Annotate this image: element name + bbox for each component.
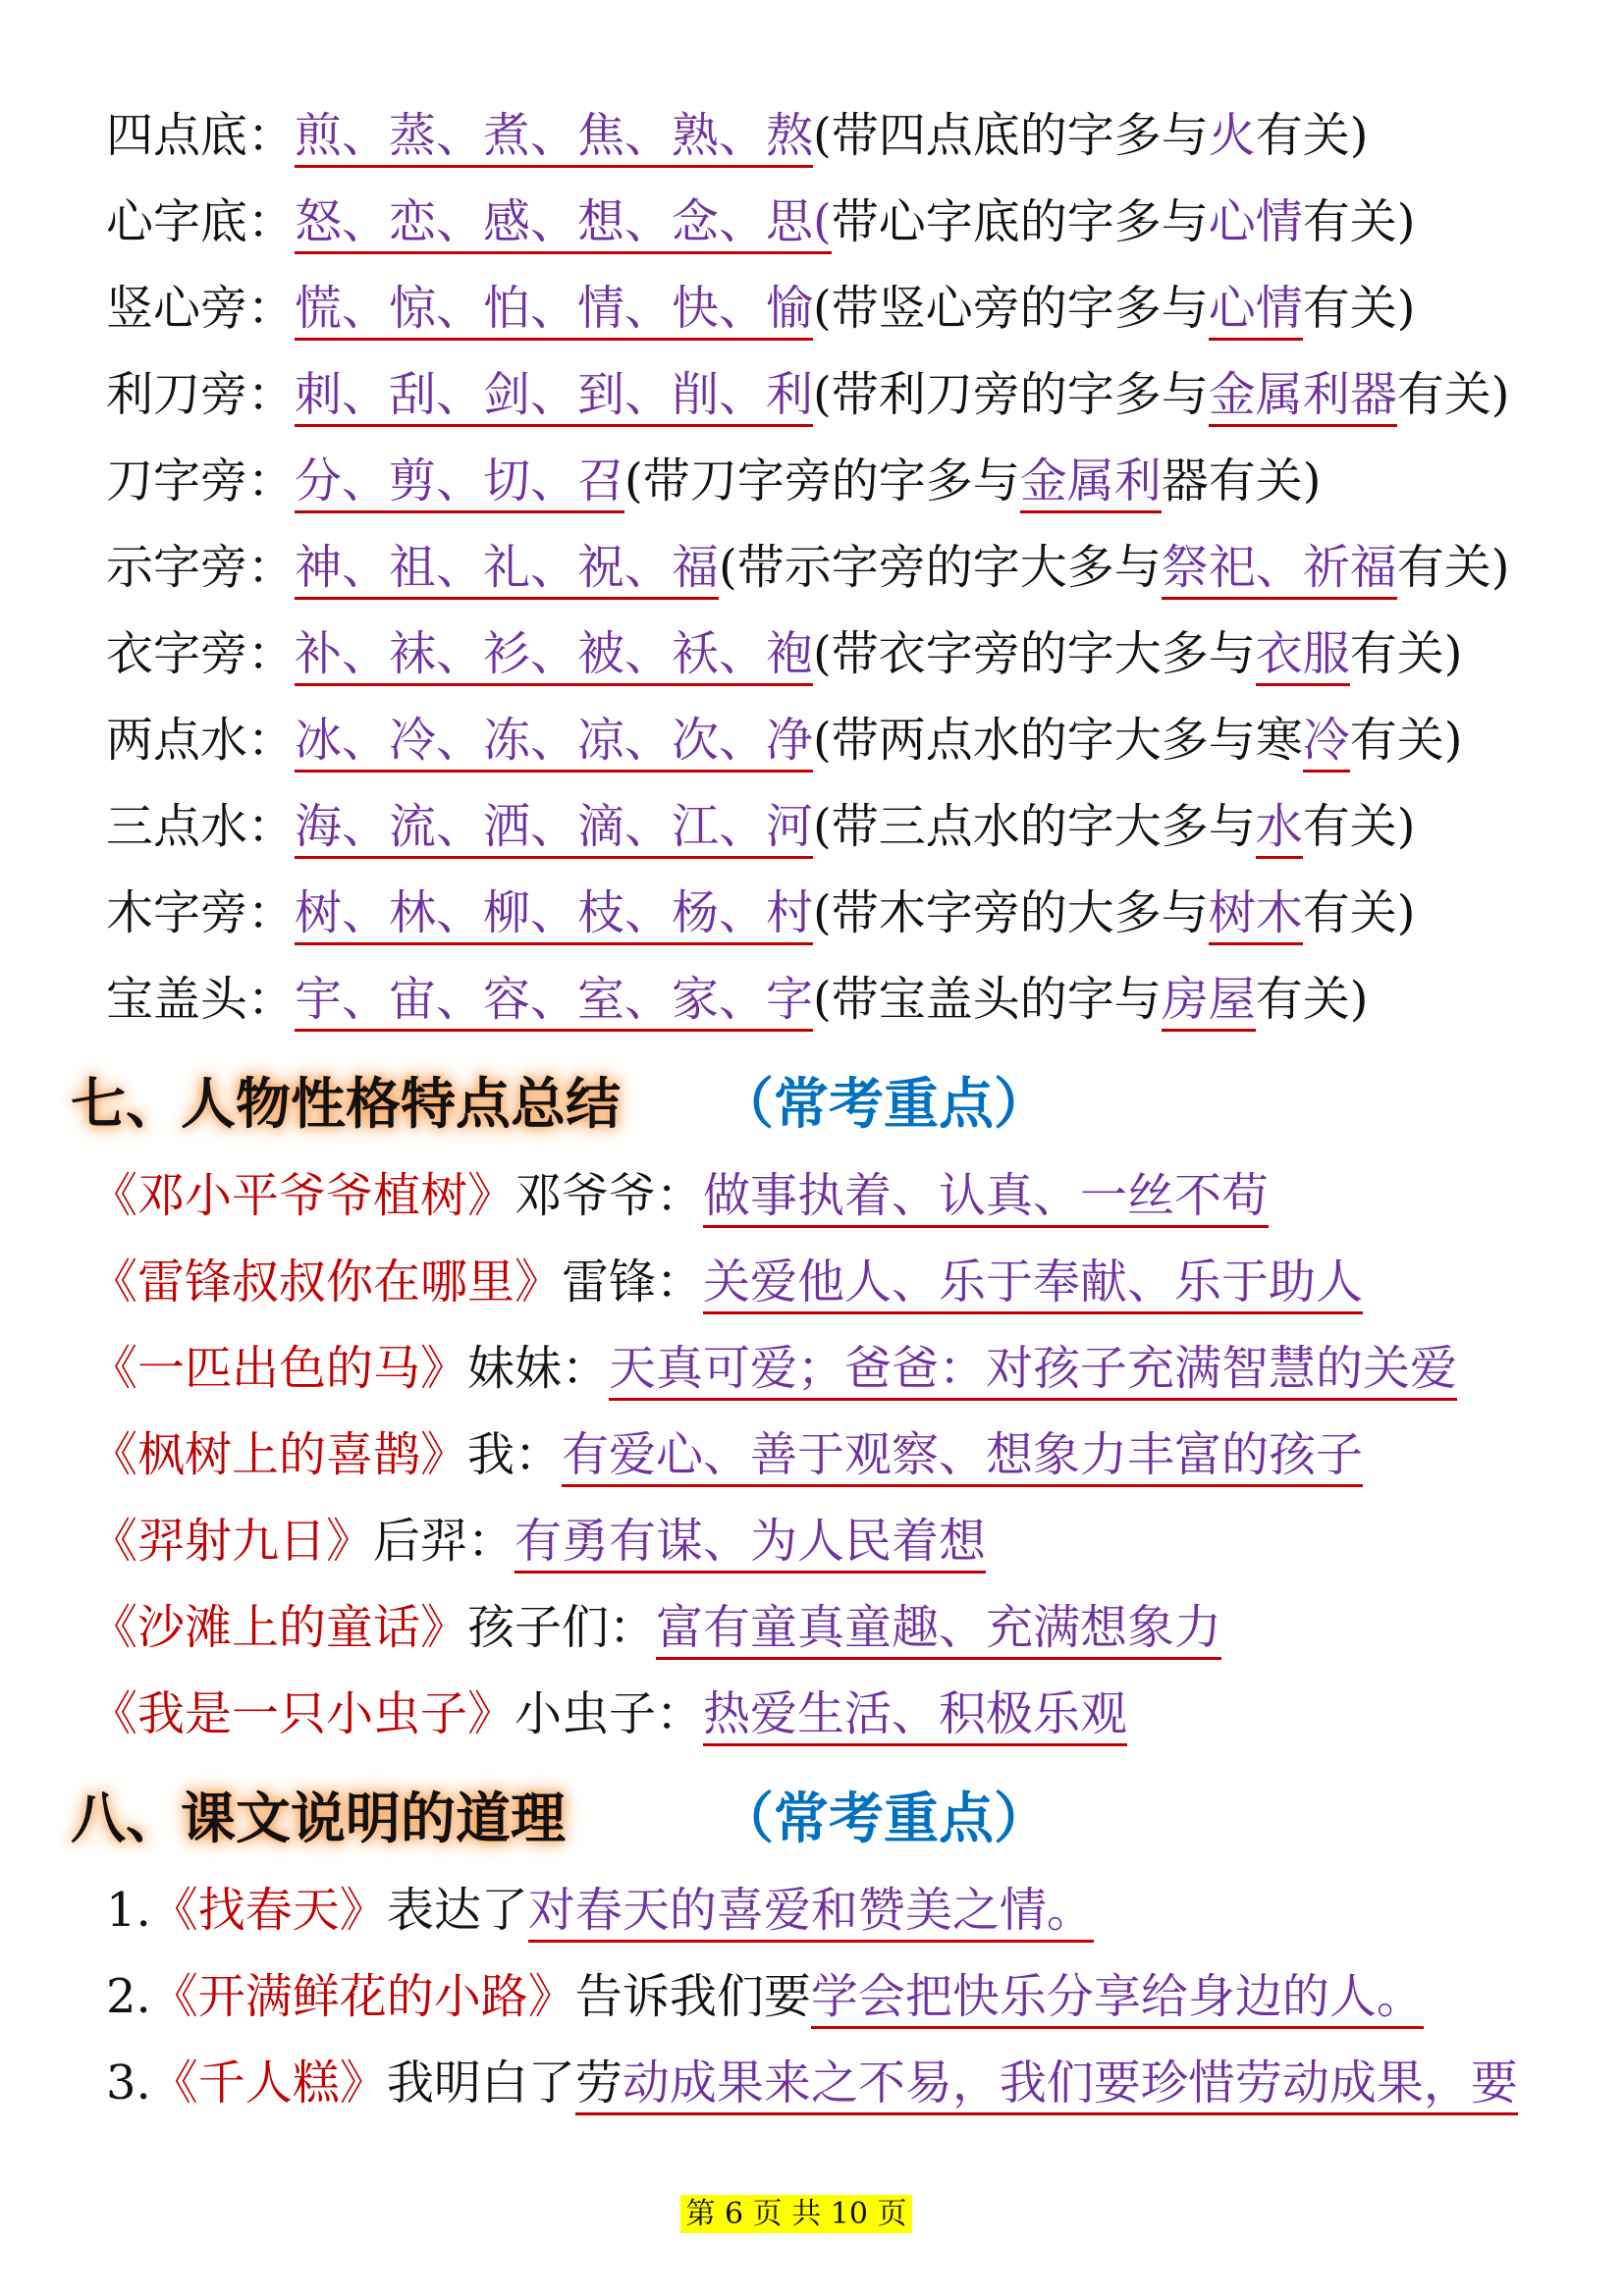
radical-row [106, 711, 1463, 770]
page-footer [669, 2195, 924, 2234]
radical-note: (带示字旁的字大多与 [719, 540, 1162, 595]
radical-name: 心字底： [106, 194, 296, 249]
radical-chars: 慌、惊、怕、情、快、愉 [295, 281, 813, 341]
item-number: 2. [106, 1969, 151, 2024]
radical-note: (带刀字旁的字多与 [624, 454, 1020, 508]
moral-text: 学会把快乐分享给身边的人。 [811, 1969, 1424, 2029]
section-title: 八、课文说明的道理 [71, 1787, 566, 1851]
radical-key: 祭祀、祈福 [1162, 540, 1397, 600]
section-title: 七、人物性格特点总结 [71, 1072, 621, 1137]
radical-name: 利刀旁： [106, 367, 296, 422]
trait-row [90, 1425, 1363, 1484]
moral-lead: 告诉我们要 [574, 1969, 811, 2024]
radical-note: (带三点水的字大多与 [813, 799, 1256, 854]
trait-text: 有爱心、善于观察、想象力丰富的孩子 [562, 1427, 1363, 1487]
radical-row [106, 538, 1510, 597]
moral-text: 对春天的喜爱和赞美之情。 [528, 1883, 1094, 1943]
moral-text: 动成果来之不易，我们要珍惜劳动成果，要 [623, 2056, 1518, 2115]
radical-chars: 神、祖、礼、祝、福 [295, 540, 719, 600]
radical-note: (带两点水的字大多与寒 [813, 713, 1303, 768]
radical-note: (带四点底的字多与 [813, 108, 1209, 163]
radical-row [106, 970, 1369, 1029]
radical-name: 竖心旁： [106, 281, 296, 336]
lesson-title: 《一匹出色的马》 [90, 1341, 468, 1396]
trait-row [90, 1253, 1363, 1311]
radical-note: (带竖心旁的字多与 [813, 281, 1209, 336]
radical-chars: 海、流、洒、滴、江、河 [295, 799, 813, 859]
radical-note-end: 有关) [1349, 626, 1463, 681]
radical-key: 心情 [1209, 281, 1303, 341]
radical-key: 水 [1256, 799, 1303, 859]
radical-note-end: 有关) [1302, 281, 1416, 336]
person-name: 我： [467, 1427, 563, 1482]
radical-key: 金属利器 [1209, 367, 1397, 427]
lesson-title: 《找春天》 [150, 1883, 387, 1938]
key-point-tag: （常考重点） [719, 1072, 1049, 1137]
radical-key: 金属利 [1020, 454, 1162, 513]
radical-chars: 怒、恋、感、想、念、思( [295, 194, 832, 254]
radical-chars: 宇、宙、容、室、家、字 [295, 972, 813, 1032]
trait-row [90, 1339, 1457, 1398]
lesson-title: 《开满鲜花的小路》 [150, 1969, 575, 2024]
radical-key: 衣服 [1256, 626, 1350, 686]
radical-note-end: 有关) [1302, 885, 1416, 940]
radical-name: 刀字旁： [106, 454, 296, 508]
radical-key: 火 [1208, 108, 1256, 163]
radical-note: 带心字底的字多与 [831, 194, 1209, 249]
radical-chars: 补、袜、衫、被、袄、袍 [295, 626, 813, 686]
person-name: 小虫子： [514, 1686, 704, 1741]
section-heading-8 [71, 1785, 1049, 1853]
radical-name: 两点水： [106, 713, 296, 768]
trait-text: 做事执着、认真、一丝不苟 [703, 1168, 1269, 1228]
radical-row [106, 192, 1416, 251]
moral-lead: 我明白了 [386, 2056, 575, 2110]
radical-note-end: 有关) [1349, 713, 1463, 768]
lesson-title: 《邓小平爷爷植树》 [90, 1168, 515, 1223]
radical-row [106, 452, 1322, 510]
trait-text: 热爱生活、积极乐观 [703, 1686, 1127, 1746]
lesson-title: 《我是一只小虫子》 [90, 1686, 515, 1741]
radical-row [106, 624, 1463, 683]
radical-name: 四点底： [106, 108, 296, 163]
radical-chars: 刺、刮、剑、到、削、利 [295, 367, 813, 427]
lesson-title: 《千人糕》 [150, 2056, 387, 2110]
radical-row [106, 106, 1369, 165]
radical-key: 冷 [1303, 713, 1350, 773]
trait-row [90, 1684, 1127, 1743]
radical-note: (带利刀旁的字多与 [813, 367, 1209, 422]
item-number: 3. [106, 2056, 151, 2110]
person-name: 邓爷爷： [514, 1168, 704, 1223]
radical-row [106, 883, 1416, 942]
trait-text: 富有童真童趣、充满想象力 [656, 1600, 1221, 1660]
radical-note: (带木字旁的大多与 [813, 885, 1209, 940]
radical-chars: 煎、蒸、煮、焦、熟、熬 [295, 108, 813, 168]
radical-note-end: 有关) [1302, 799, 1416, 854]
radical-note-end: 有关) [1255, 108, 1369, 163]
radical-chars: 树、林、柳、枝、杨、村 [295, 885, 813, 945]
lesson-title: 《雷锋叔叔你在哪里》 [90, 1255, 563, 1309]
radical-key: 树木 [1209, 885, 1303, 945]
radical-note-end: 有关) [1255, 972, 1369, 1027]
radical-row [106, 797, 1416, 856]
section-heading-7 [71, 1070, 1049, 1139]
radical-note: (带衣字旁的字大多与 [813, 626, 1256, 681]
radical-key: 心情 [1208, 194, 1303, 249]
radical-note-end: 有关) [1302, 194, 1416, 249]
radical-name: 宝盖头： [106, 972, 296, 1027]
lesson-title: 《沙滩上的童话》 [90, 1600, 468, 1655]
moral-row [106, 1967, 1424, 2026]
key-point-tag: （常考重点） [719, 1787, 1049, 1851]
trait-row [90, 1166, 1269, 1225]
trait-text: 关爱他人、乐于奉献、乐于助人 [703, 1255, 1363, 1314]
trait-row [90, 1512, 986, 1571]
radical-note-end: 器有关) [1161, 454, 1322, 508]
radical-name: 示字旁： [106, 540, 296, 595]
radical-name: 木字旁： [106, 885, 296, 940]
moral-row [106, 2054, 1518, 2112]
lesson-title: 《枫树上的喜鹊》 [90, 1427, 468, 1482]
person-name: 后羿： [373, 1514, 515, 1569]
trait-text: 天真可爱；爸爸：对孩子充满智慧的关爱 [609, 1341, 1457, 1401]
radical-name: 衣字旁： [106, 626, 296, 681]
radical-chars: 分、剪、切、召 [295, 454, 624, 513]
radical-name: 三点水： [106, 799, 296, 854]
moral-row [106, 1881, 1094, 1940]
radical-note-end: 有关) [1396, 540, 1510, 595]
radical-row [106, 365, 1510, 424]
radical-note-end: 有关) [1396, 367, 1510, 422]
radical-note: (带宝盖头的字与 [813, 972, 1162, 1027]
person-name: 雷锋： [562, 1255, 704, 1309]
lesson-title: 《羿射九日》 [90, 1514, 374, 1569]
page-number: 第 6 页 共 10 页 [680, 2195, 913, 2233]
moral-lead: 表达了 [386, 1883, 528, 1938]
trait-row [90, 1598, 1221, 1657]
radical-chars: 冰、冷、冻、凉、次、净 [295, 713, 813, 773]
radical-row [106, 279, 1416, 338]
moral-lead-underlined: 劳 [575, 2056, 623, 2115]
item-number: 1. [106, 1883, 151, 1938]
person-name: 孩子们： [467, 1600, 657, 1655]
trait-text: 有勇有谋、为人民着想 [514, 1514, 986, 1574]
radical-key: 房屋 [1162, 972, 1256, 1032]
person-name: 妹妹： [467, 1341, 610, 1396]
